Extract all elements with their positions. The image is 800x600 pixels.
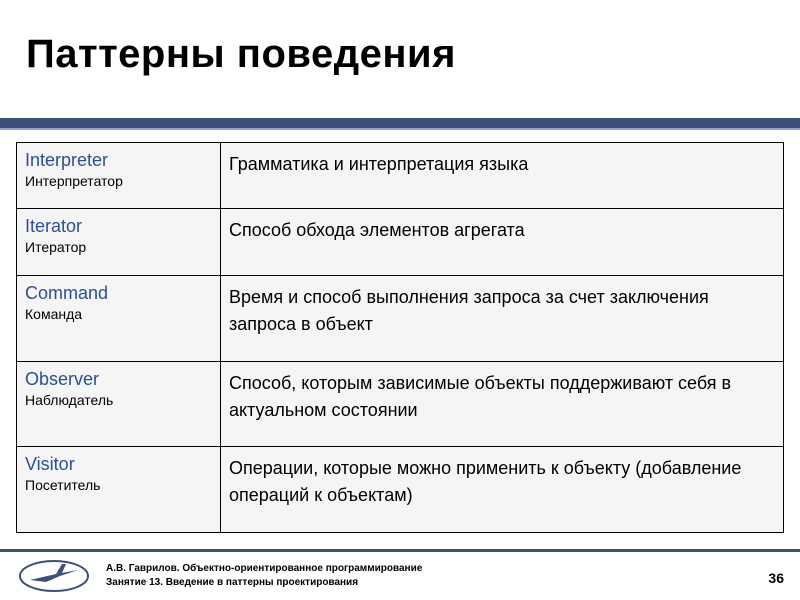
pattern-name-ru: Интерпретатор [25, 173, 123, 189]
pattern-name-ru: Итератор [25, 239, 87, 256]
pattern-name-cell [17, 209, 221, 275]
pattern-name-cell [17, 447, 221, 533]
footer-divider [0, 549, 800, 552]
slide-title: Паттерны поведения [26, 32, 456, 76]
pattern-description: Грамматика и интерпретация языка [221, 143, 784, 209]
pattern-name: Iterator [25, 216, 83, 237]
pattern-name: Visitor [25, 454, 75, 475]
pattern-name-ru: Посетитель [25, 477, 101, 494]
pattern-name-cell [17, 275, 221, 361]
pattern-description: Операции, которые можно применить к объекту (добавление операций к объектам) [221, 447, 784, 533]
pattern-description: Способ, которым зависимые объекты поддерживают себя в актуальном состоянии [221, 361, 784, 447]
footer-text [106, 562, 422, 590]
university-logo-icon [16, 556, 92, 596]
pattern-name-cell [17, 361, 221, 447]
footer-author-course: А.В. Гаврилов. Объектно-ориентированное программирование [106, 563, 423, 574]
patterns-table [16, 142, 784, 533]
pattern-description: Способ обхода элементов агрегата [221, 209, 784, 275]
pattern-description: Время и способ выполнения запроса за счет заключения запроса в объект [221, 275, 784, 361]
page-number: 36 [768, 570, 784, 586]
table-row [17, 361, 784, 447]
table-row [17, 447, 784, 533]
pattern-name-cell [17, 143, 221, 209]
table-row [17, 143, 784, 209]
pattern-name: Observer [25, 368, 100, 389]
patterns-table-container [16, 142, 784, 533]
pattern-name-ru: Команда [25, 305, 83, 322]
title-divider [0, 118, 800, 130]
pattern-name-ru: Наблюдатель [25, 391, 114, 408]
pattern-name: Command [25, 282, 109, 303]
footer-lesson: Занятие 13. Введение в паттерны проектирования [106, 577, 359, 588]
table-row [17, 209, 784, 275]
pattern-name: Interpreter [25, 150, 109, 170]
table-row [17, 275, 784, 361]
